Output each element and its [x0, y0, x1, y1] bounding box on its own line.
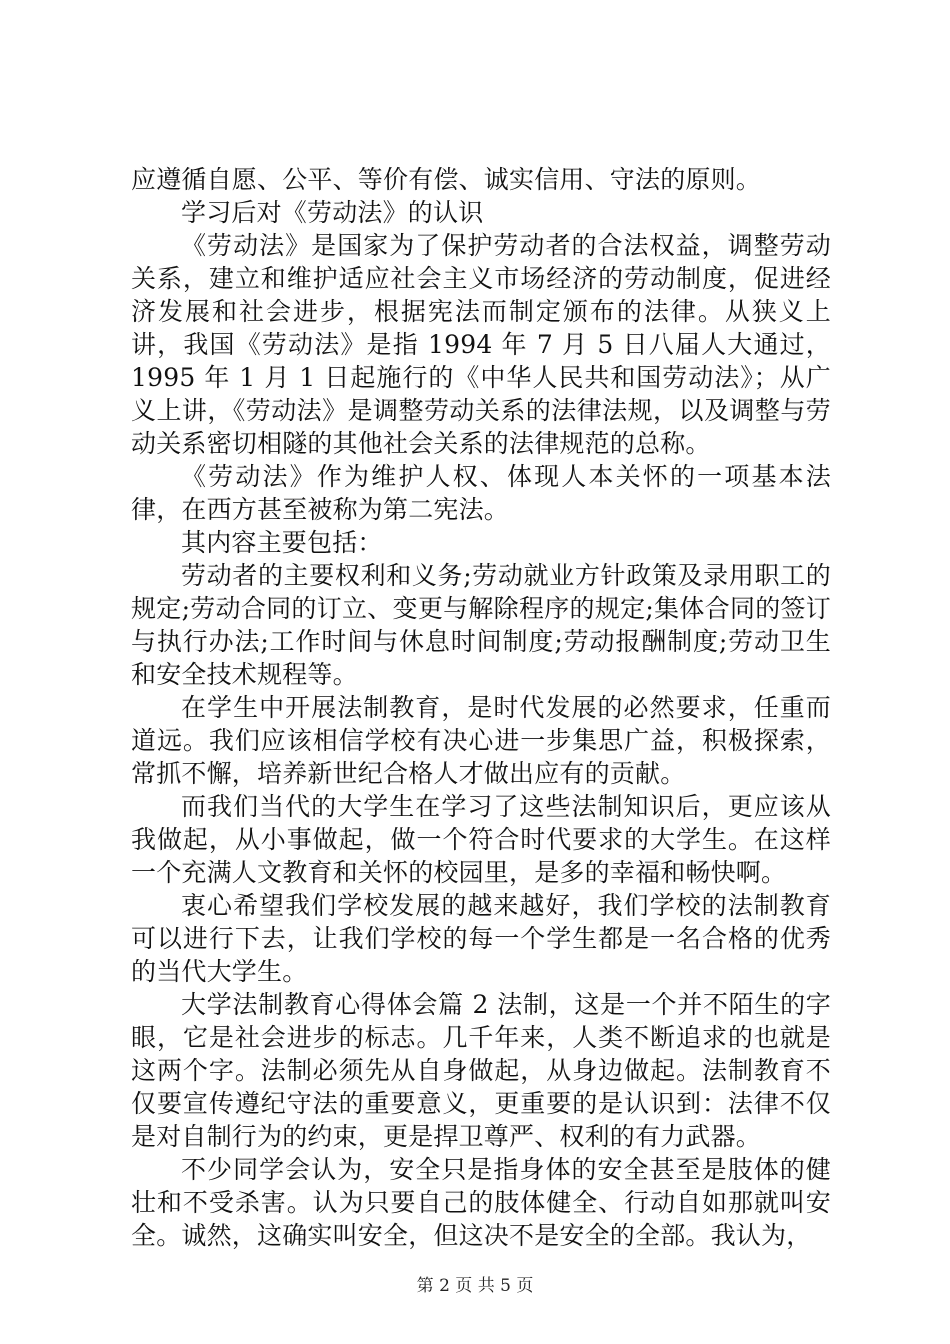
paragraph: 劳动者的主要权利和义务;劳动就业方针政策及录用职工的规定;劳动合同的订立、变更与解除程序的规定;集体合同的签订与执行办法;工作时间与休息时间制度;劳动报酬制度;劳动卫生和安全技术规程等。 [131, 561, 831, 689]
paragraph: 不少同学会认为，安全只是指身体的安全甚至是肢体的健壮和不受杀害。认为只要自己的肢体健全、行动自如那就叫安全。诚然，这确实叫安全，但这决不是安全的全部。我认为， [131, 1155, 831, 1250]
paragraph: 《劳动法》作为维护人权、体现人本关怀的一项基本法律，在西方甚至被称为第二宪法。 [131, 462, 831, 524]
page-number-footer: 第 2 页 共 5 页 [416, 1276, 534, 1296]
paragraph: 《劳动法》是国家为了保护劳动者的合法权益，调整劳动关系，建立和维护适应社会主义市场经济的劳动制度，促进经济发展和社会进步，根据宪法而制定颁布的法律。从狭义上讲，我国《劳动法》是指 1994 年 7 月 5 日八届人大通过，1995 年 1 月 1 日起施行的《中华人民共和国劳动法》；从广义上讲，《劳动法》是调整劳动关系的法律法规，以及调整与劳动关系密切相隧的其他社会关系的法律规范的总称。 [131, 231, 831, 458]
paragraph: 衷心希望我们学校发展的越来越好，我们学校的法制教育可以进行下去，让我们学校的每一个学生都是一名合格的优秀的当代大学生。 [131, 891, 831, 986]
paragraph: 而我们当代的大学生在学习了这些法制知识后，更应该从我做起，从小事做起，做一个符合时代要求的大学生。在这样一个充满人文教育和关怀的校园里，是多的幸福和畅快啊。 [131, 792, 831, 887]
document-body [131, 163, 831, 1252]
paragraph: 在学生中开展法制教育，是时代发展的必然要求，任重而道远。我们应该相信学校有决心进一步集思广益，积极探索，常抓不懈，培养新世纪合格人才做出应有的贡献。 [131, 693, 831, 788]
paragraph: 大学法制教育心得体会篇 2 法制，这是一个并不陌生的字眼，它是社会进步的标志。几千年来，人类不断追求的也就是这两个字。法制必须先从自身做起，从身边做起。法制教育不仅要宣传遵纪守法的重要意义，更重要的是认识到：法律不仅是对自制行为的约束，更是捍卫尊严、权利的有力武器。 [131, 990, 831, 1151]
paragraph-continuation: 应遵循自愿、公平、等价有偿、诚实信用、守法的原则。 [131, 165, 762, 194]
paragraph: 其内容主要包括： [181, 528, 383, 557]
section-heading: 学习后对《劳动法》的认识 [181, 198, 484, 227]
